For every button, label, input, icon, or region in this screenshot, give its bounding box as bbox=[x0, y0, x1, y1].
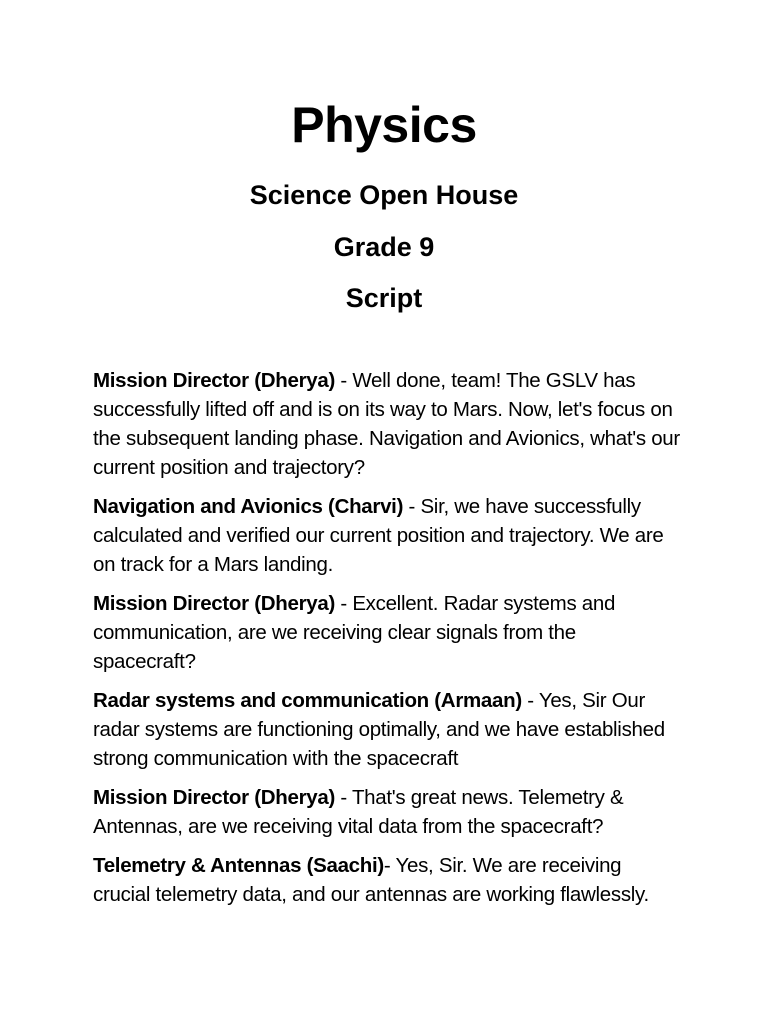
document-title: Physics bbox=[291, 97, 477, 153]
speaker-name: Telemetry & Antennas (Saachi) bbox=[93, 854, 384, 877]
dialogue-text: That's great news. Telemetry & Antennas, are we receiving vital data from the spacecraft? bbox=[93, 786, 624, 838]
separator: - bbox=[334, 786, 352, 809]
dialogue-text: Sir, we have successfully calculated and verified our current position and trajectory. We are on track for a Mars landing. bbox=[93, 495, 664, 576]
separator: - bbox=[383, 854, 396, 877]
separator: - bbox=[521, 689, 539, 712]
dialogue-text: Yes, Sir. We are receiving crucial telemetry data, and our antennas are working flawlessly. bbox=[93, 854, 649, 906]
separator: - bbox=[334, 592, 353, 615]
speaker-name: Mission Director (Dherya) bbox=[93, 786, 335, 809]
dialogue-text: Well done, team! The GSLV has successfully lifted off and is on its way to Mars. Now, let's focus on the subsequent landing phase. Navigation and Avionics, what's our current position and trajectory? bbox=[93, 369, 680, 479]
speaker-name: Mission Director (Dherya) bbox=[93, 369, 335, 392]
dialogue-line bbox=[93, 492, 683, 579]
speaker-name: Radar systems and communication (Armaan) bbox=[93, 689, 522, 712]
document-subtitle: Science Open House bbox=[249, 180, 519, 210]
dialogue-line bbox=[93, 783, 683, 841]
dialogue-line bbox=[93, 366, 683, 482]
grade-heading: Grade 9 bbox=[333, 232, 435, 262]
dialogue-line bbox=[93, 686, 683, 773]
script-dialogue bbox=[93, 366, 683, 919]
dialogue-line bbox=[93, 851, 683, 909]
script-heading: Script bbox=[345, 283, 423, 313]
speaker-name: Navigation and Avionics (Charvi) bbox=[93, 495, 404, 518]
separator: - bbox=[403, 495, 421, 518]
dialogue-text: Excellent. Radar systems and communication, are we receiving clear signals from the spacecraft? bbox=[93, 592, 616, 673]
speaker-name: Mission Director (Dherya) bbox=[93, 592, 335, 615]
dialogue-line bbox=[93, 589, 683, 676]
separator: - bbox=[334, 369, 353, 392]
dialogue-text: Yes, Sir Our radar systems are functioning optimally, and we have established strong communication with the spacecraft bbox=[93, 689, 665, 770]
